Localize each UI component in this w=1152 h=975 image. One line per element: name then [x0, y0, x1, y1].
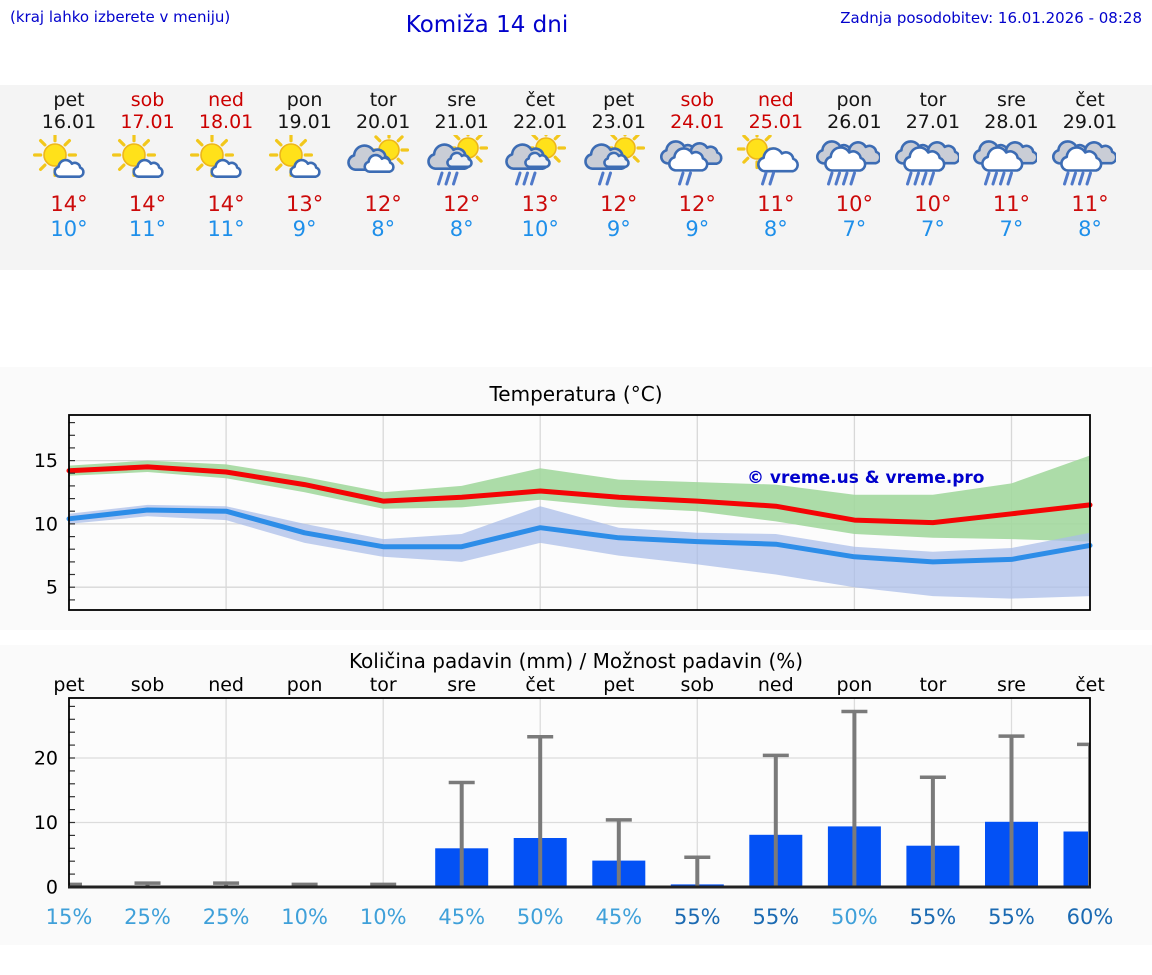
day-date-label: 17.01 — [120, 111, 175, 133]
temperature-chart — [0, 407, 1152, 622]
low-temp-label: 8° — [1078, 217, 1102, 241]
day-name-label: pet — [53, 89, 85, 111]
forecast-day-2 — [108, 90, 188, 242]
high-temp-label: 12° — [600, 192, 638, 216]
precip-day-label: pon — [286, 674, 323, 696]
precip-probability-label: 55% — [673, 905, 721, 929]
day-name-label: sre — [447, 89, 477, 111]
last-update-label: Zadnja posodobitev: 16.01.2026 - 08:28 — [840, 9, 1142, 27]
forecast-day-5 — [343, 90, 423, 242]
day-name-label: tor — [919, 89, 947, 111]
precip-probability-label: 10% — [359, 905, 407, 929]
sun-rain-icon — [422, 135, 502, 189]
day-name-label: sob — [130, 89, 165, 111]
low-temp-label: 7° — [842, 217, 867, 241]
low-temp-label: 8° — [449, 217, 474, 241]
day-name-label: sob — [680, 89, 715, 111]
precip-day-label: ned — [208, 674, 244, 696]
high-temp-label: 14° — [50, 192, 88, 216]
precip-day-label: sre — [997, 674, 1026, 696]
precip-day-label: ned — [757, 674, 794, 696]
forecast-day-6 — [422, 90, 502, 242]
location-menu-hint: (kraj lahko izberete v meniju) — [10, 8, 231, 26]
mostly-sunny-icon — [265, 135, 345, 189]
precip-probability-label: 55% — [909, 905, 957, 929]
low-temp-label: 10° — [50, 217, 88, 241]
rainy-icon — [1050, 135, 1130, 189]
temperature-chart-title: Temperatura (°C) — [489, 382, 663, 406]
page-title: Komiža 14 dni — [405, 12, 569, 38]
precip-day-label: sob — [130, 674, 165, 696]
precip-probability-label: 10% — [281, 905, 328, 929]
day-date-label: 29.01 — [1062, 111, 1118, 133]
rainy-icon — [893, 135, 973, 189]
temp-y-tick-label: 5 — [45, 576, 58, 599]
day-date-label: 26.01 — [827, 111, 882, 133]
forecast-day-10 — [736, 90, 816, 242]
precip-y-tick-label: 0 — [45, 876, 58, 899]
forecast-day-14 — [1050, 90, 1130, 242]
precip-probability-label: 50% — [831, 905, 878, 929]
precipitation-chart-title: Količina padavin (mm) / Možnost padavin (%) — [348, 649, 804, 673]
day-date-label: 24.01 — [670, 111, 725, 133]
low-temp-label: 7° — [920, 217, 945, 241]
mostly-sunny-icon — [29, 135, 109, 189]
precip-day-label: čet — [525, 674, 555, 696]
low-temp-label: 9° — [292, 217, 317, 241]
day-name-label: tor — [369, 89, 397, 111]
forecast-day-11 — [814, 90, 894, 242]
forecast-day-4 — [265, 90, 345, 242]
watermark: © vreme.us & vreme.pro — [747, 468, 985, 488]
high-temp-label: 11° — [1071, 192, 1109, 216]
forecast-day-1 — [29, 90, 109, 242]
precip-probability-label: 45% — [595, 905, 643, 929]
low-temp-label: 10° — [521, 217, 559, 241]
precip-day-label: sob — [680, 674, 715, 696]
temp-y-tick-label: 15 — [33, 450, 58, 473]
day-name-label: čet — [525, 89, 556, 111]
day-name-label: pon — [286, 89, 323, 111]
temperature-figure — [0, 367, 1152, 630]
sun-cloud-light-rain-icon — [736, 135, 816, 189]
forecast-day-9 — [657, 90, 737, 242]
precip-y-tick-label: 10 — [33, 812, 58, 834]
low-temp-label: 11° — [207, 217, 245, 241]
precip-probability-label: 25% — [124, 905, 171, 929]
high-temp-label: 14° — [207, 192, 245, 216]
partly-cloudy-icon — [343, 135, 423, 189]
sun-rain-icon — [500, 135, 580, 189]
day-date-label: 16.01 — [41, 111, 97, 133]
day-name-label: pon — [836, 89, 873, 111]
day-date-label: 19.01 — [277, 111, 332, 133]
precipitation-chart — [0, 674, 1152, 936]
precipitation-figure — [0, 645, 1152, 945]
forecast-day-13 — [971, 90, 1051, 242]
precip-probability-label: 55% — [752, 905, 800, 929]
high-temp-label: 11° — [757, 192, 795, 216]
high-temp-label: 11° — [992, 192, 1031, 216]
day-date-label: 22.01 — [513, 111, 568, 133]
temp-y-tick-label: 10 — [33, 513, 58, 536]
day-date-label: 25.01 — [748, 111, 804, 133]
high-temp-label: 14° — [128, 192, 167, 216]
precip-y-tick-label: 20 — [33, 747, 58, 770]
precip-day-label: pon — [836, 674, 873, 696]
high-temp-label: 10° — [835, 192, 873, 216]
precip-probability-label: 55% — [988, 905, 1035, 929]
forecast-day-3 — [186, 90, 266, 242]
high-temp-label: 13° — [521, 192, 559, 216]
high-temp-label: 12° — [678, 192, 716, 216]
mostly-sunny-icon — [108, 135, 188, 189]
day-name-label: čet — [1075, 89, 1105, 111]
precip-day-label: tor — [919, 674, 947, 696]
precip-probability-label: 60% — [1066, 905, 1114, 929]
precip-probability-label: 25% — [202, 905, 250, 929]
day-date-label: 21.01 — [434, 111, 489, 133]
cloudy-light-rain-icon — [657, 135, 737, 189]
precip-day-label: tor — [369, 674, 397, 696]
day-name-label: sre — [996, 89, 1026, 111]
low-temp-label: 7° — [999, 217, 1024, 241]
forecast-day-8 — [579, 90, 659, 242]
precip-probability-label: 45% — [438, 905, 486, 929]
day-name-label: ned — [757, 89, 794, 111]
day-date-label: 23.01 — [591, 111, 646, 133]
precip-day-label: pet — [603, 674, 635, 696]
precip-probability-label: 15% — [45, 905, 93, 929]
day-date-label: 20.01 — [355, 111, 411, 133]
rainy-icon — [971, 135, 1051, 189]
precip-day-label: sre — [447, 674, 477, 696]
high-temp-label: 10° — [914, 192, 952, 216]
rainy-icon — [814, 135, 894, 189]
precip-probability-label: 50% — [516, 905, 564, 929]
forecast-day-12 — [893, 90, 973, 242]
day-name-label: pet — [603, 89, 635, 111]
low-temp-label: 9° — [606, 217, 631, 241]
precip-day-label: čet — [1075, 674, 1105, 696]
day-date-label: 27.01 — [905, 111, 961, 133]
low-temp-label: 8° — [763, 217, 788, 241]
high-temp-label: 12° — [364, 192, 402, 216]
forecast-strip — [0, 85, 1152, 270]
low-temp-label: 11° — [128, 217, 167, 241]
sun-light-rain-icon — [579, 135, 659, 189]
low-temp-label: 9° — [685, 217, 710, 241]
high-temp-label: 13° — [285, 192, 324, 216]
day-date-label: 28.01 — [984, 111, 1039, 133]
precip-day-label: pet — [53, 674, 85, 696]
day-date-label: 18.01 — [198, 111, 254, 133]
forecast-day-7 — [500, 90, 580, 242]
day-name-label: ned — [208, 89, 244, 111]
low-temp-label: 8° — [371, 217, 396, 241]
high-temp-label: 12° — [443, 192, 481, 216]
mostly-sunny-icon — [186, 135, 266, 189]
